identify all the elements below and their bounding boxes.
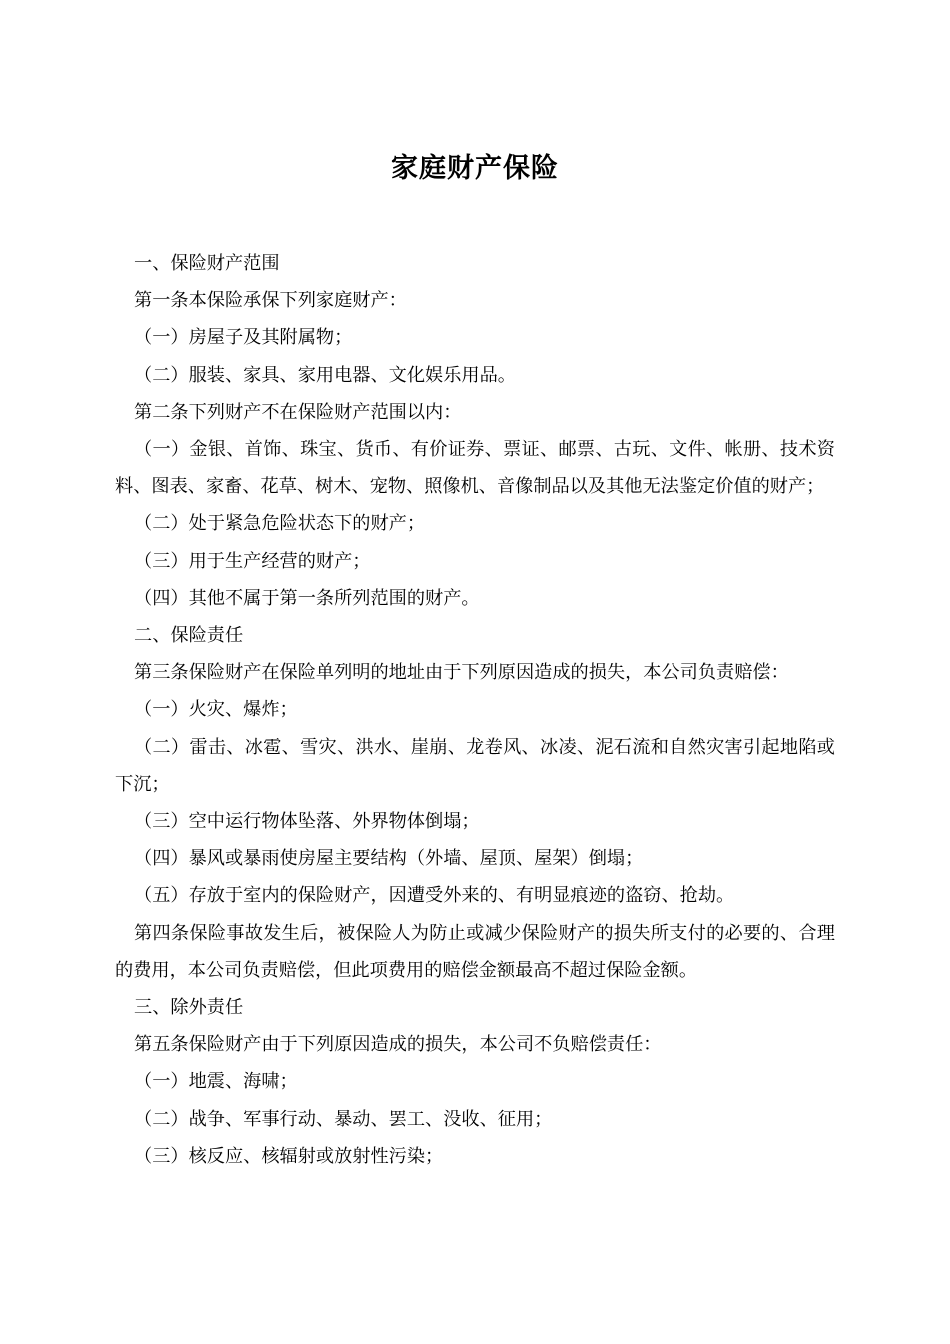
list-item: （四）暴风或暴雨使房屋主要结构（外墙、屋顶、屋架）倒塌； (134, 848, 644, 870)
list-item: （三）核反应、核辐射或放射性污染； (134, 1145, 444, 1167)
article-2: 第二条下列财产不在保险财产范围以内： (134, 401, 462, 423)
list-item: （二）处于紧急危险状态下的财产； (134, 513, 426, 535)
list-item: （三）用于生产经营的财产； (134, 550, 371, 572)
document-title: 家庭财产保险 (391, 153, 559, 185)
document-body (115, 245, 835, 1175)
list-item: （二）雷击、冰雹、雪灾、洪水、崖崩、龙卷风、冰凌、泥石流和自然灾害引起地陷或下沉； (115, 736, 835, 795)
article-1: 第一条本保险承保下列家庭财产： (134, 290, 407, 312)
list-item: （四）其他不属于第一条所列范围的财产。 (134, 587, 480, 609)
list-item: （一）地震、海啸； (134, 1071, 298, 1093)
list-item: （三）空中运行物体坠落、外界物体倒塌； (134, 811, 480, 833)
list-item: （二）服装、家具、家用电器、文化娱乐用品。 (134, 364, 516, 386)
section-heading-exclusions: 三、除外责任 (134, 997, 244, 1019)
section-heading-insured-property-scope: 一、保险财产范围 (134, 253, 280, 274)
list-item: （一）金银、首饰、珠宝、货币、有价证券、票证、邮票、古玩、文件、帐册、技术资料、图表、家畜、花草、树木、宠物、照像机、音像制品以及其他无法鉴定价值的财产； (115, 439, 835, 498)
list-item: （一）火灾、爆炸； (134, 699, 298, 721)
list-item: （五）存放于室内的保险财产，因遭受外来的、有明显痕迹的盗窃、抢劫。 (134, 885, 735, 907)
list-item: （一）房屋子及其附属物； (134, 327, 353, 349)
article-3: 第三条保险财产在保险单列明的地址由于下列原因造成的损失，本公司负责赔偿： (134, 662, 789, 684)
article-5: 第五条保险财产由于下列原因造成的损失，本公司不负赔偿责任： (134, 1034, 662, 1056)
list-item: （二）战争、军事行动、暴动、罢工、没收、征用； (134, 1108, 553, 1130)
article-4: 第四条保险事故发生后，被保险人为防止或减少保险财产的损失所支付的必要的、合理的费用，本公司负责赔偿，但此项费用的赔偿金额最高不超过保险金额。 (115, 922, 835, 981)
section-heading-insurance-liability: 二、保险责任 (134, 625, 244, 647)
